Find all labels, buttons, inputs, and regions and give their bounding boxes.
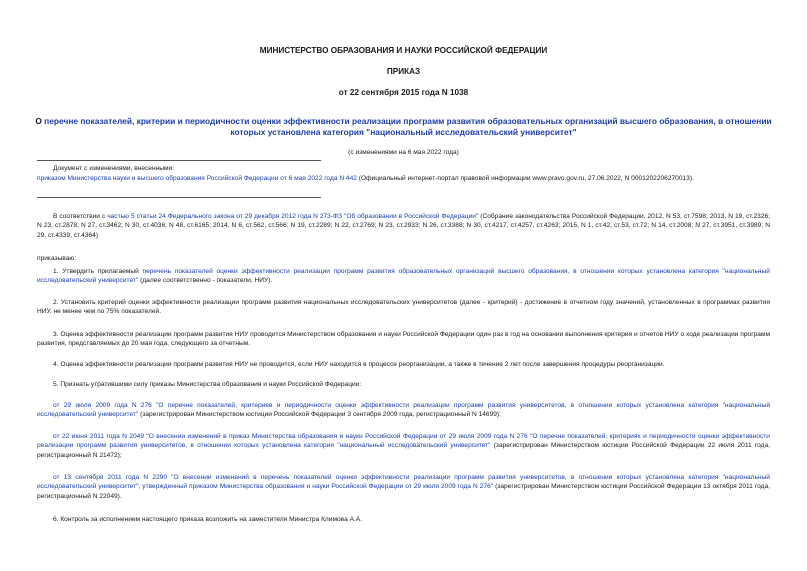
- item-5a-rest: (зарегистрирован Министерством юстиции Российской Федерации 3 сентября 2009 года, регистрационный N 14699);: [138, 411, 501, 419]
- item-2: 2. Установить критерий оценки эффективности реализации программ развития национальных исследовательских университетов (далее - критерий) - достижение в отчетном году значений, установленных в программах развития НИУ, не менее чем по 75% показателей.: [37, 299, 770, 316]
- item-5c-rest: (зарегистрирован Министерством юстиции Российской Федерации 13 октября 2011 года, регистрационный N 22049).: [37, 483, 770, 500]
- changes-label: Документ с изменениями, внесенными:: [53, 165, 175, 172]
- amended-note: (с изменениями на 6 мая 2022 года): [348, 149, 459, 156]
- preamble-link[interactable]: частью 5 статьи 24 Федерального закона от 29 декабря 2012 года N 273-ФЗ "Об образовании в Российской Федерации": [107, 213, 479, 220]
- changes-text: [37, 174, 770, 183]
- item-5c: [37, 473, 770, 501]
- item-5: 5. Признать утратившими силу приказы Министерства образования и науки Российской Федерации:: [53, 381, 362, 388]
- preamble-rest: (Собрание законодательства Российской Федерации, 2012, N 53, ст.7598; 2013, N 19, ст.2326; N 23, ст.2878; N 27, ст.3462; N 30, ст.4036; N 48, ст.6165; 2014, N 6, ст.562, ст.566; N 19, ст.2289; N 22, ст.2769; N 23, ст.2933; N 26, ст.3388; N 30, ст.4217, ст.4257, ст.4263; 2015, N 1, ст.42, ст.53, ст.72; N 14, ст.2008; N 27, ст.3951, ст.3989; N 29, ст.4339, ст.4364): [37, 213, 770, 239]
- item-5a-link[interactable]: от 29 июля 2009 года N 276 "О перечне показателей, критериев и периодичности оценки эффективности реализации программ развития университетов, в отношении которых установлена категория "национальный исследовательский университет": [37, 402, 770, 419]
- item-1-link[interactable]: перечень показателей оценки эффективности реализации программ развития образовательных организаций высшего образования, в отношении которых установлена категория "национальный исследовательский университет": [37, 268, 770, 285]
- item-1-prefix: 1. Утвердить прилагаемый: [53, 268, 143, 275]
- changes-link[interactable]: приказом Министерства науки и высшего образования Российской Федерации от 6 мая 2022 года N 442: [37, 175, 357, 182]
- order-date-number: от 22 сентября 2015 года N 1038: [338, 88, 469, 97]
- preamble-prefix: В соответствии с: [53, 213, 108, 220]
- item-4: 4. Оценка эффективности реализации программ развития НИУ не проводится, если НИУ находится в процессе реорганизации, а также в течение 2 лет после завершения процедуры реорганизации.: [53, 361, 665, 368]
- ministry-heading: МИНИСТЕРСТВО ОБРАЗОВАНИЯ И НАУКИ РОССИЙСКОЙ ФЕДЕРАЦИИ: [259, 46, 548, 55]
- item-1-rest: (далее соответственно - показатели, НИУ).: [138, 277, 273, 285]
- divider-top: [37, 160, 321, 161]
- changes-rest: (Официальный интернет-портал правовой информации www.pravo.gov.ru, 27.06.2022, N 0001202206270013).: [356, 175, 694, 182]
- title-prefix: О: [35, 116, 45, 126]
- item-1: [37, 267, 770, 286]
- item-6: 6. Контроль за исполнением настоящего приказа возложить на заместителя Министра Климова А.А.: [53, 516, 363, 523]
- order-word: приказываю:: [37, 255, 77, 262]
- preamble-paragraph: [37, 212, 770, 240]
- item-3: 3. Оценка эффективности реализации программ развития НИУ проводится Министерством образования и науки Российской Федерации один раз в год на основании выполнения критерия и отчетов НИУ о ходе реализации программ развития, представляемых до 20 мая года, следующего за отчетным.: [37, 331, 770, 348]
- document-title: [20, 116, 787, 138]
- divider-bottom: [37, 197, 321, 198]
- item-5b: [37, 432, 770, 460]
- item-5c-link[interactable]: от 13 сентября 2011 года N 2290 "О внесении изменений в перечень показателей оценки эффективности реализации программ развития университетов, в отношении которых установлена категория "национальный исследовательский университет", утвержденный приказом Министерства образования и науки Российской Федерации от 29 июля 2009 года N 276": [37, 474, 770, 491]
- doc-type-heading: ПРИКАЗ: [386, 67, 421, 76]
- title-link[interactable]: перечне показателей, критерии и периодичности оценки эффективности реализации программ развития образовательных организаций высшего образования, в отношении которых установлена категория "национальный исследовательский университет": [44, 116, 772, 137]
- item-5b-link[interactable]: от 22 июня 2011 года N 2049 "О внесении изменений в приказ Министерства образования и науки Российской Федерации от 29 июля 2009 года N 276 "О перечне показателей, критериях и периодичности оценки эффективности реализации программ развития университетов, в отношении которых установлена категория "национальный исследовательский университет": [37, 433, 770, 450]
- item-5a: [37, 401, 770, 420]
- item-5b-rest: (зарегистрирован Министерством юстиции Российской Федерации 22 июля 2011 года, регистрационный N 21472);: [37, 442, 771, 459]
